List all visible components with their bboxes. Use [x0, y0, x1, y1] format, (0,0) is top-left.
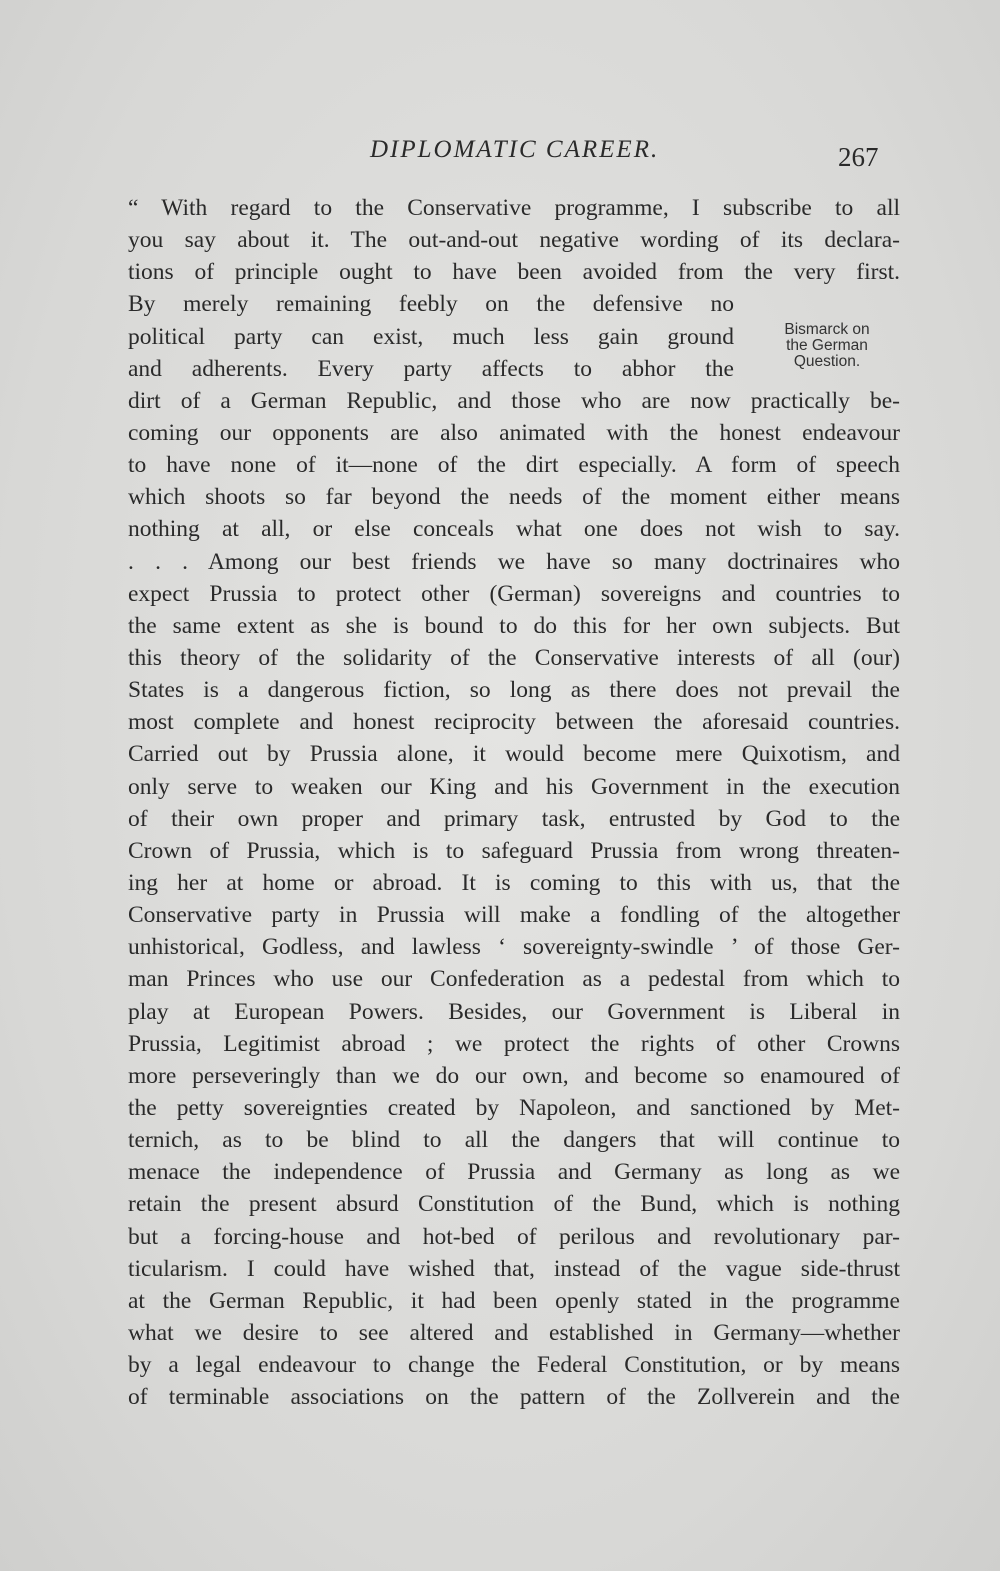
text-line: but a forcing-house and hot-bed of perilous and revolutionary par- [128, 1223, 900, 1250]
text-line: Conservative party in Prussia will make a fondling of the altogether [128, 902, 900, 929]
text-line: ing her at home or abroad. It is coming to this with us, that the [128, 869, 900, 896]
text-line: you say about it. The out-and-out negative wording of its declara- [128, 227, 900, 254]
text-line: by a legal endeavour to change the Federal Constitution, or by means [128, 1352, 900, 1379]
text-line: ticularism. I could have wished that, instead of the vague side-thrust [128, 1255, 900, 1282]
text-line: at the German Republic, it had been openly stated in the programme [128, 1287, 900, 1314]
text-line: retain the present absurd Constitution of the Bund, which is nothing [128, 1191, 900, 1218]
page-number: 267 [838, 142, 879, 172]
text-line: most complete and honest reciprocity between the aforesaid countries. [128, 709, 900, 736]
text-line: Crown of Prussia, which is to safeguard Prussia from wrong threaten- [128, 837, 900, 864]
text-line: more perseveringly than we do our own, and become so enamoured of [128, 1062, 900, 1089]
body-text [128, 192, 900, 1413]
text-line: By merely remaining feebly on the defensive no [128, 291, 734, 318]
running-head [0, 136, 1000, 176]
text-line: coming our opponents are also animated with the honest endeavour [128, 419, 900, 446]
text-line: and adherents. Every party affects to abhor the [128, 355, 734, 382]
text-line: this theory of the solidarity of the Conservative interests of all (our) [128, 644, 900, 671]
text-line: man Princes who use our Confederation as a pedestal from which to [128, 966, 900, 993]
margin-note-line: the German [786, 337, 868, 354]
text-line: of terminable associations on the pattern of the Zollverein and the [128, 1384, 900, 1411]
margin-note-line: Question. [793, 353, 861, 370]
text-line: Carried out by Prussia alone, it would become mere Quixotism, and [128, 741, 900, 768]
margin-note-line: Bismarck on [784, 321, 870, 338]
text-line: “ With regard to the Conservative programme, I subscribe to all [128, 195, 900, 221]
text-line: political party can exist, much less gain ground [128, 323, 734, 350]
text-line: to have none of it—none of the dirt especially. A form of speech [128, 452, 900, 479]
text-line: nothing at all, or else conceals what one does not wish to say. [128, 516, 900, 543]
text-line: expect Prussia to protect other (German) sovereigns and countries to [128, 580, 900, 607]
text-line: unhistorical, Godless, and lawless ‘ sovereignty-swindle ’ of those Ger- [128, 934, 900, 961]
text-line: what we desire to see altered and established in Germany—whether [128, 1319, 900, 1346]
text-line: dirt of a German Republic, and those who are now practically be- [128, 387, 900, 414]
running-head-title: DIPLOMATIC CAREER. [370, 136, 660, 163]
text-line: the same extent as she is bound to do this for her own subjects. But [128, 612, 900, 639]
text-line: of their own proper and primary task, entrusted by God to the [128, 805, 900, 832]
text-line: the petty sovereignties created by Napoleon, and sanctioned by Met- [128, 1094, 900, 1121]
text-line: menace the independence of Prussia and Germany as long as we [128, 1159, 900, 1186]
text-line: ternich, as to be blind to all the dangers that will continue to [128, 1127, 900, 1154]
text-line: States is a dangerous fiction, so long as there does not prevail the [128, 677, 900, 704]
text-line: which shoots so far beyond the needs of the moment either means [128, 484, 900, 511]
text-line: play at European Powers. Besides, our Government is Liberal in [128, 998, 900, 1025]
text-line: tions of principle ought to have been avoided from the very first. [128, 259, 900, 286]
text-line: . . . Among our best friends we have so many doctrinaires who [128, 548, 900, 575]
text-line: only serve to weaken our King and his Government in the execution [128, 773, 900, 800]
text-line: Prussia, Legitimist abroad ; we protect the rights of other Crowns [128, 1030, 900, 1057]
